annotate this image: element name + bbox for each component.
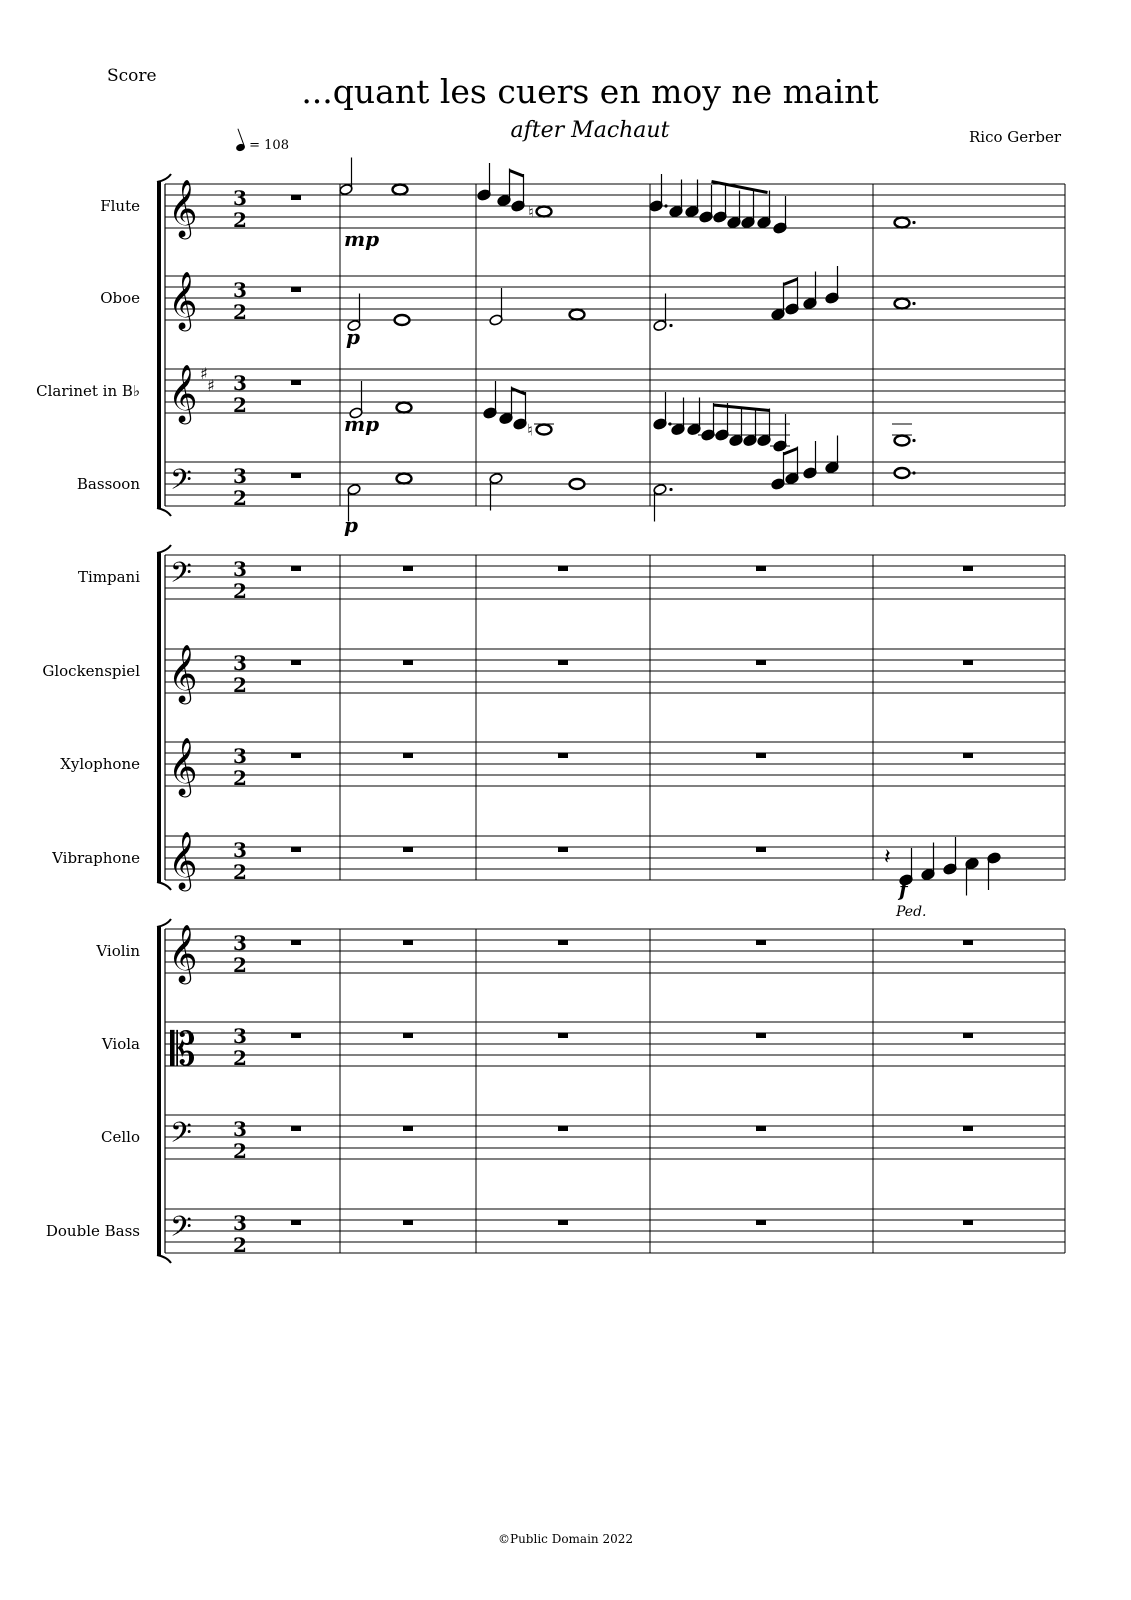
instrument-name: Clarinet in B♭ xyxy=(36,382,140,400)
page-subtitle: after Machaut xyxy=(510,118,670,143)
whole-note xyxy=(570,479,585,489)
whole-rest xyxy=(291,473,301,478)
treble-clef-icon: 𝄞 xyxy=(168,271,198,330)
whole-rest xyxy=(291,195,301,200)
time-signature-bottom: 2 xyxy=(233,1139,247,1163)
time-signature-top: 3 xyxy=(233,278,247,302)
time-signature-bottom: 2 xyxy=(233,860,247,884)
instrument-name: Xylophone xyxy=(60,755,140,773)
whole-rest xyxy=(963,940,973,945)
dynamic-marking: p xyxy=(344,513,358,537)
time-signature-top: 3 xyxy=(233,1024,247,1048)
whole-rest xyxy=(963,1126,973,1131)
treble-clef-icon: 𝄞 xyxy=(168,364,198,423)
whole-note xyxy=(395,315,410,325)
time-signature-bottom: 2 xyxy=(233,579,247,603)
whole-rest xyxy=(403,847,413,852)
time-signature-top: 3 xyxy=(233,1117,247,1141)
instrument-name: Timpani xyxy=(77,568,140,586)
instrument-name: Cello xyxy=(101,1128,140,1146)
whole-rest xyxy=(291,753,301,758)
whole-rest xyxy=(756,1126,766,1131)
whole-rest xyxy=(558,566,568,571)
whole-rest xyxy=(291,287,301,292)
bass-clef-icon: 𝄢 xyxy=(170,556,192,597)
whole-rest xyxy=(403,660,413,665)
instrument-name: Viola xyxy=(101,1035,140,1053)
time-signature-top: 3 xyxy=(233,838,247,862)
time-signature-bottom: 2 xyxy=(233,766,247,790)
whole-note xyxy=(570,310,585,320)
dynamic-marking: mp xyxy=(344,412,380,436)
whole-rest xyxy=(291,940,301,945)
dot xyxy=(912,302,915,305)
whole-rest xyxy=(558,660,568,665)
instrument-name: Violin xyxy=(96,942,140,960)
whole-rest xyxy=(963,660,973,665)
treble-clef-icon: 𝄞 xyxy=(168,831,198,890)
whole-note xyxy=(397,474,412,484)
beam xyxy=(510,171,524,177)
whole-note xyxy=(895,299,910,309)
whole-rest xyxy=(558,1126,568,1131)
whole-rest xyxy=(291,660,301,665)
group-bracket xyxy=(157,927,161,1255)
dot xyxy=(912,471,915,474)
instrument-name: Oboe xyxy=(100,289,140,307)
instrument-name: Bassoon xyxy=(76,475,140,493)
instrument-name: Flute xyxy=(100,197,140,215)
whole-note xyxy=(895,218,910,228)
group-bracket xyxy=(157,182,161,508)
group-bracket xyxy=(157,553,161,882)
time-signature-top: 3 xyxy=(233,464,247,488)
whole-rest xyxy=(403,1220,413,1225)
whole-rest xyxy=(558,1220,568,1225)
bass-clef-icon: 𝄢 xyxy=(170,463,192,504)
whole-rest xyxy=(963,566,973,571)
whole-rest xyxy=(963,753,973,758)
instrument-name: Vibraphone xyxy=(52,849,140,867)
whole-rest xyxy=(291,380,301,385)
treble-clef-icon: 𝄞 xyxy=(168,179,198,238)
natural-sign-icon: ♮ xyxy=(528,202,534,222)
time-signature-top: 3 xyxy=(233,371,247,395)
whole-rest xyxy=(403,1033,413,1038)
whole-rest xyxy=(291,1126,301,1131)
time-signature-top: 3 xyxy=(233,1211,247,1235)
whole-note xyxy=(393,185,408,195)
whole-note xyxy=(537,425,552,435)
bass-clef-icon: 𝄢 xyxy=(170,1210,192,1251)
bracket-hook-bottom xyxy=(157,508,171,516)
time-signature-bottom: 2 xyxy=(233,486,247,510)
time-signature-bottom: 2 xyxy=(233,1233,247,1257)
whole-rest xyxy=(558,940,568,945)
key-sharp-icon: ♯ xyxy=(207,376,215,395)
whole-rest xyxy=(756,1220,766,1225)
time-signature-top: 3 xyxy=(233,651,247,675)
key-sharp-icon: ♯ xyxy=(200,364,208,383)
whole-rest xyxy=(291,1220,301,1225)
beam xyxy=(784,279,798,285)
dot xyxy=(669,324,672,327)
whole-rest xyxy=(756,566,766,571)
time-signature-bottom: 2 xyxy=(233,953,247,977)
whole-rest xyxy=(291,1033,301,1038)
dot xyxy=(669,488,672,491)
time-signature-top: 3 xyxy=(233,744,247,768)
whole-note xyxy=(895,436,910,446)
score-label: Score xyxy=(107,66,157,86)
whole-note xyxy=(397,403,412,413)
alto-clef-icon: 𝄡 xyxy=(170,1022,196,1076)
treble-clef-icon: 𝄞 xyxy=(168,924,198,983)
time-signature-bottom: 2 xyxy=(233,393,247,417)
page-title: ...quant les cuers en moy ne maint xyxy=(301,72,879,111)
whole-rest xyxy=(403,753,413,758)
time-signature-top: 3 xyxy=(233,186,247,210)
whole-note xyxy=(895,468,910,478)
time-signature-top: 3 xyxy=(233,931,247,955)
time-signature-top: 3 xyxy=(233,557,247,581)
dot xyxy=(664,204,667,207)
pedal-marking: Ped. xyxy=(896,904,927,920)
whole-rest xyxy=(756,753,766,758)
time-signature-bottom: 2 xyxy=(233,208,247,232)
whole-rest xyxy=(291,566,301,571)
instrument-name: Glockenspiel xyxy=(42,662,140,680)
whole-rest xyxy=(403,566,413,571)
whole-rest xyxy=(963,1220,973,1225)
whole-rest xyxy=(403,1126,413,1131)
whole-rest xyxy=(558,1033,568,1038)
composer-name: Rico Gerber xyxy=(969,128,1061,146)
whole-rest xyxy=(756,847,766,852)
bracket-hook-top xyxy=(157,545,171,553)
instrument-name: Double Bass xyxy=(45,1222,140,1240)
whole-rest xyxy=(756,940,766,945)
tempo-value: = 108 xyxy=(249,138,289,153)
quarter-rest-icon: 𝄽 xyxy=(884,845,891,870)
natural-sign-icon: ♮ xyxy=(527,420,533,440)
whole-note xyxy=(537,207,552,217)
whole-rest xyxy=(756,660,766,665)
treble-clef-icon: 𝄞 xyxy=(168,644,198,703)
whole-rest xyxy=(756,1033,766,1038)
dynamic-marking: mp xyxy=(344,227,380,251)
time-signature-bottom: 2 xyxy=(233,1046,247,1070)
whole-rest xyxy=(558,847,568,852)
dot xyxy=(912,221,915,224)
beam xyxy=(784,449,798,455)
whole-rest xyxy=(403,940,413,945)
dot xyxy=(912,439,915,442)
whole-rest xyxy=(558,753,568,758)
dynamic-marking: p xyxy=(346,325,360,349)
whole-rest xyxy=(963,1033,973,1038)
copyright-footer: ©Public Domain 2022 xyxy=(498,1532,633,1546)
treble-clef-icon: 𝄞 xyxy=(168,737,198,796)
time-signature-bottom: 2 xyxy=(233,300,247,324)
dynamic-marking: f xyxy=(899,877,908,901)
bass-clef-icon: 𝄢 xyxy=(170,1116,192,1157)
bracket-hook-bottom xyxy=(157,1255,171,1263)
time-signature-bottom: 2 xyxy=(233,673,247,697)
whole-rest xyxy=(291,847,301,852)
